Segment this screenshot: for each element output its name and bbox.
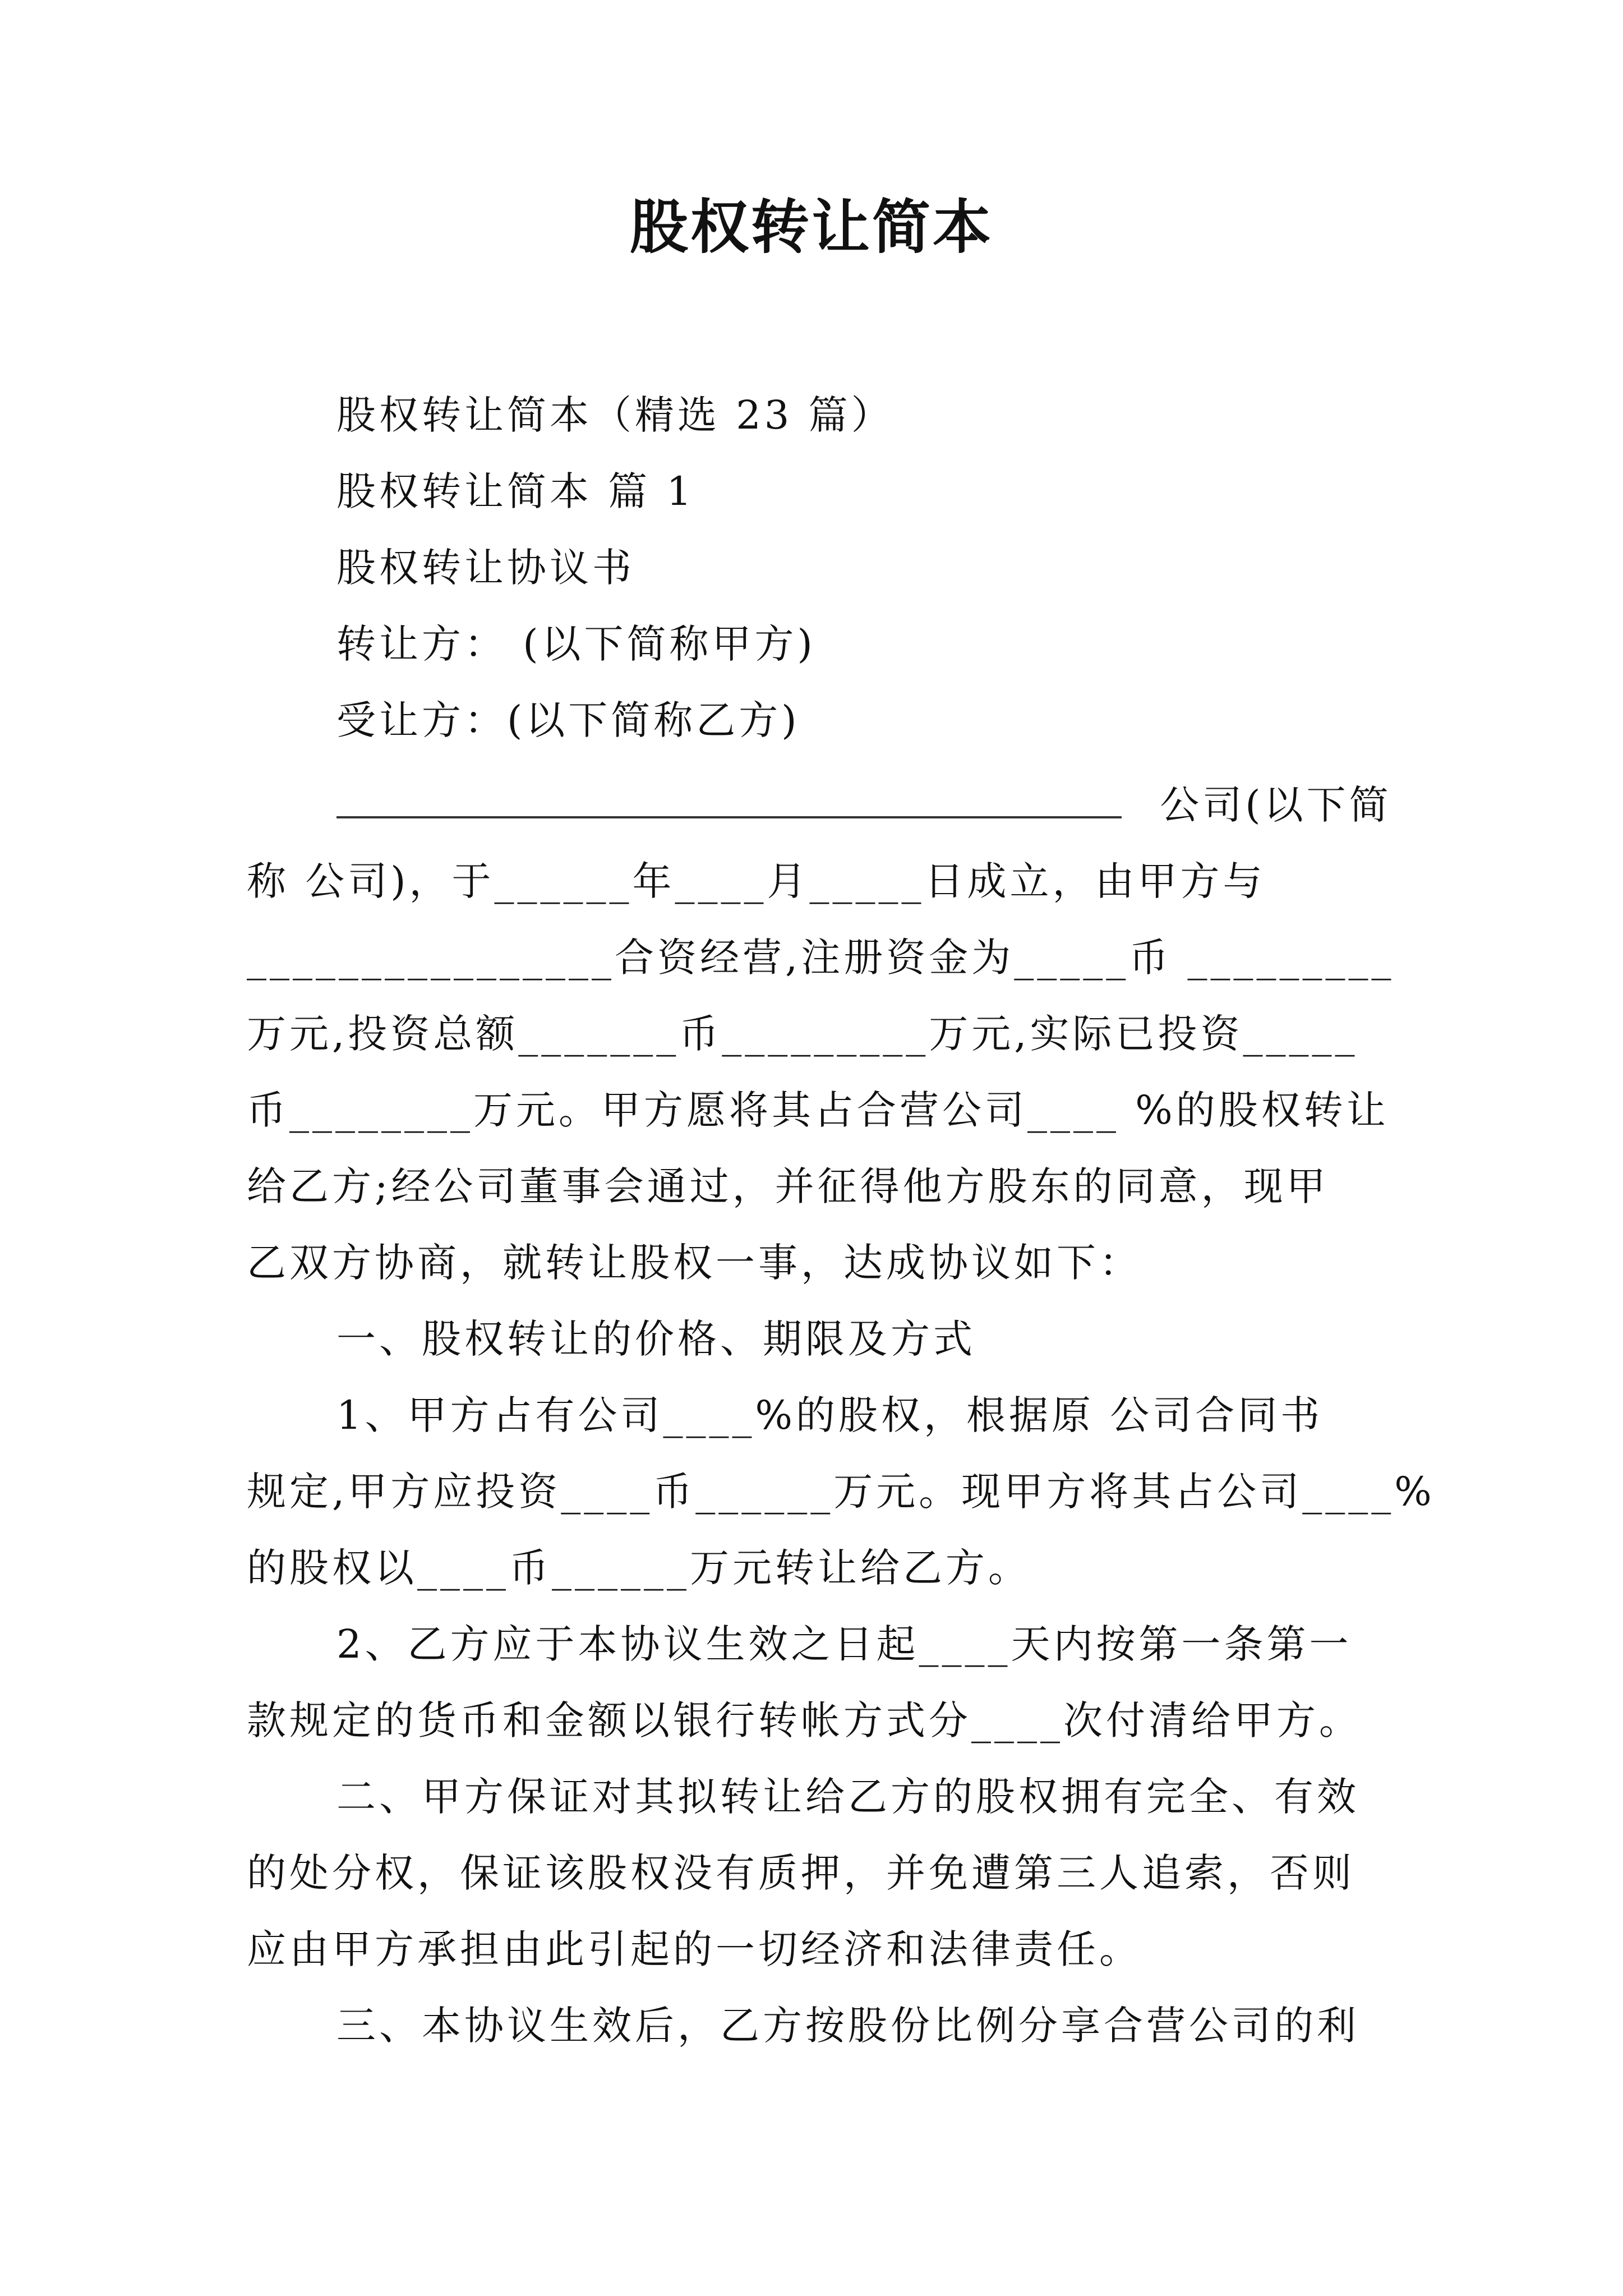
line-1: 股权转让简本（精选 23 篇） [336,392,894,438]
line-22: 三、本协议生效后，乙方按股份比例分享合营公司的利 [336,2003,1359,2049]
line-18: 款规定的货币和金额以银行转帐方式分____次付清给甲方。 [247,1697,1362,1743]
line-17: 2、乙方应于本协议生效之日起____天内按第一条第一 [336,1621,1352,1667]
line-10: 币________万元。甲方愿将其占合营公司____ %的股权转让 [247,1087,1389,1133]
document-title: 股权转让简本 [629,192,993,261]
line-6: 公司(以下简 [1160,782,1392,828]
company-blank-row [336,777,1391,833]
line-12: 乙双方协商，就转让股权一事，达成协议如下： [247,1240,1142,1286]
line-21: 应由甲方承担由此引起的一切经济和法律责任。 [247,1926,1142,1972]
line-9: 万元,投资总额_______币_________万元,实际已投资_____ [247,1011,1358,1057]
line-15: 规定,甲方应投资____币______万元。现甲方将其占公司____% [247,1469,1435,1515]
line-5: 受让方：(以下简称乙方) [336,697,800,743]
line-14: 1、甲方占有公司____%的股权，根据原 公司合同书 [336,1392,1324,1438]
line-8: ________________合资经营,注册资金为_____币 _________ [247,935,1395,981]
line-4: 转让方： (以下简称甲方) [336,621,816,667]
line-19: 二、甲方保证对其拟转让给乙方的股权拥有完全、有效 [336,1774,1359,1820]
line-2: 股权转让简本 篇 1 [336,468,695,514]
company-name-blank [336,777,1122,818]
line-20: 的处分权，保证该股权没有质押，并免遭第三人追索，否则 [247,1850,1355,1896]
line-3: 股权转让协议书 [336,545,635,591]
line-13: 一、股权转让的价格、期限及方式 [336,1316,976,1362]
line-16: 的股权以____币______万元转让给乙方。 [247,1545,1031,1591]
line-11: 给乙方;经公司董事会通过，并征得他方股东的同意，现甲 [247,1163,1329,1209]
line-7: 称 公司)，于______年____月_____日成立，由甲方与 [247,858,1266,904]
